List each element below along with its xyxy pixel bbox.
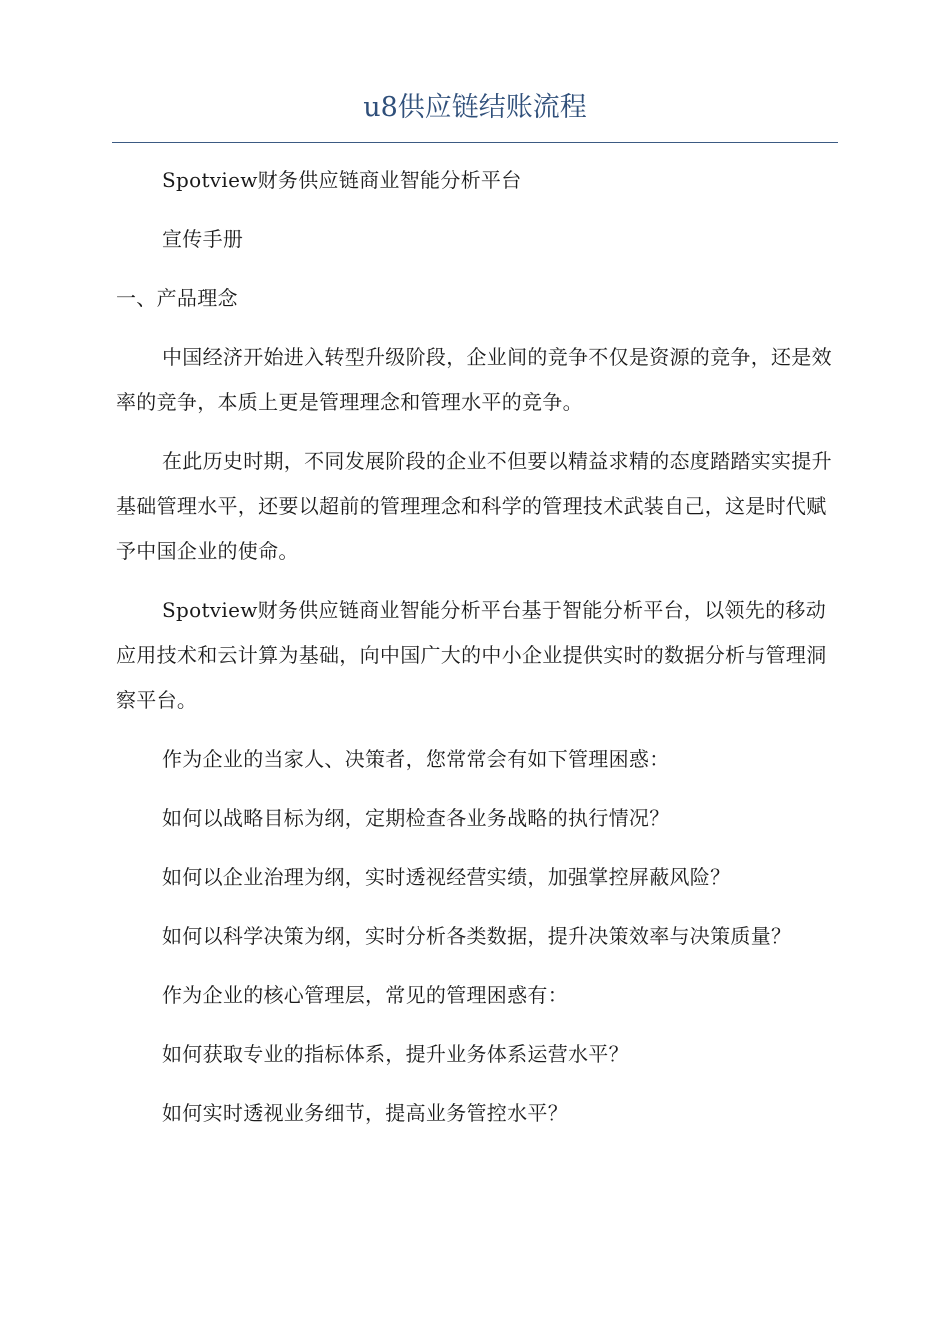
title-divider — [112, 142, 838, 143]
paragraph-management-layer: 作为企业的核心管理层，常见的管理困惑有： — [162, 983, 568, 1007]
paragraph-product-name: Spotview财务供应链商业智能分析平台 — [162, 168, 522, 192]
section-heading-product-concept: 一、产品理念 — [116, 286, 238, 310]
paragraph-question-governance: 如何以企业治理为纲，实时透视经营实绩，加强掌控屏蔽风险？ — [162, 865, 731, 889]
document-body — [116, 158, 838, 1150]
paragraph-economy: 中国经济开始进入转型升级阶段，企业间的竞争不仅是资源的竞争，还是效率的竞争，本质上更是管理理念和管理水平的竞争。 — [116, 345, 832, 414]
document-title: u8供应链结账流程 — [363, 92, 587, 123]
paragraph-question-decision: 如何以科学决策为纲，实时分析各类数据，提升决策效率与决策质量？ — [162, 924, 792, 948]
paragraph-brochure: 宣传手册 — [162, 227, 244, 251]
paragraph-platform: Spotview财务供应链商业智能分析平台基于智能分析平台，以领先的移动应用技术和云计算为基础，向中国广大的中小企业提供实时的数据分析与管理洞察平台。 — [116, 598, 827, 712]
paragraph-question-details: 如何实时透视业务细节，提高业务管控水平？ — [162, 1101, 568, 1125]
paragraph-question-strategy: 如何以战略目标为纲，定期检查各业务战略的执行情况？ — [162, 806, 670, 830]
paragraph-history: 在此历史时期，不同发展阶段的企业不但要以精益求精的态度踏踏实实提升基础管理水平，还要以超前的管理理念和科学的管理技术武装自己，这是时代赋予中国企业的使命。 — [116, 449, 832, 563]
paragraph-question-indicators: 如何获取专业的指标体系，提升业务体系运营水平？ — [162, 1042, 629, 1066]
paragraph-decision-maker: 作为企业的当家人、决策者，您常常会有如下管理困惑： — [162, 747, 670, 771]
